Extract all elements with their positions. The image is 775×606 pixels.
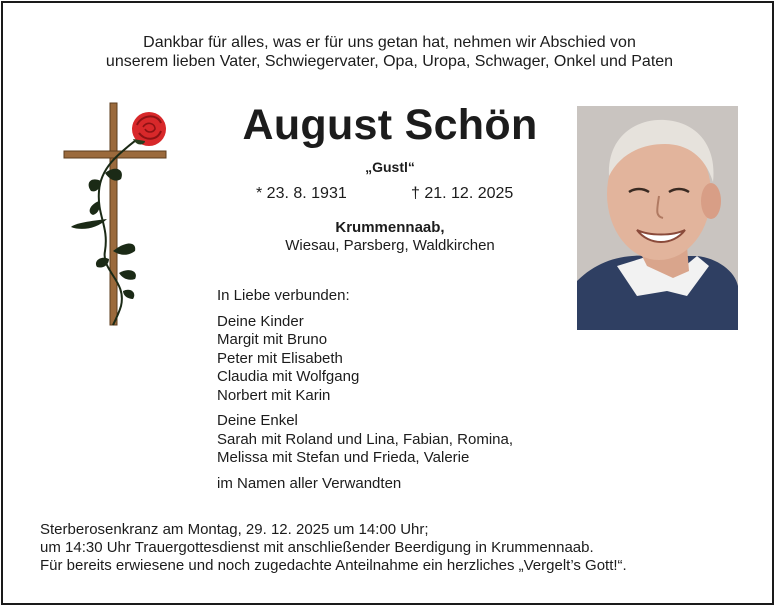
- place-main: Krummennaab,: [335, 219, 445, 236]
- obituary-notice: [1, 1, 774, 605]
- deceased-name: August Schön: [242, 101, 538, 149]
- family-list: [217, 287, 513, 493]
- list-item: Sarah mit Roland und Lina, Fabian, Romina,: [217, 430, 514, 448]
- grandchildren-label: Deine Enkel: [217, 412, 298, 429]
- intro-line-2: unserem lieben Vater, Schwiegervater, Opa, Uropa, Schwager, Onkel und Paten: [105, 53, 674, 70]
- intro-line-1: Dankbar für alles, was er für uns getan hat, nehmen wir Abschied von: [143, 34, 636, 51]
- portrait-photo: [577, 106, 738, 330]
- footer-line-3: Für bereits erwiesene und noch zugedachte Anteilnahme ein herzliches „Vergelt’s Gott!“.: [40, 557, 627, 574]
- list-item: Norbert mit Karin: [217, 386, 331, 404]
- list-item: Peter mit Elisabeth: [217, 349, 343, 367]
- children-label: Deine Kinder: [217, 312, 304, 330]
- list-item: Melissa mit Stefan und Frieda, Valerie: [217, 449, 470, 466]
- footer-line-1: Sterberosenkranz am Montag, 29. 12. 2025 um 14:00 Uhr;: [40, 521, 429, 538]
- family-heading: In Liebe verbunden:: [217, 287, 350, 304]
- places-other: Wiesau, Parsberg, Waldkirchen: [285, 237, 495, 254]
- service-info: [40, 521, 627, 575]
- death-date: † 21. 12. 2025: [411, 185, 514, 202]
- deceased-nickname: „Gustl“: [365, 159, 415, 175]
- intro-text: [3, 33, 775, 71]
- birth-date: * 23. 8. 1931: [256, 185, 347, 202]
- list-item: Margit mit Bruno: [217, 331, 328, 348]
- family-closing: im Namen aller Verwandten: [217, 474, 402, 492]
- list-item: Claudia mit Wolfgang: [217, 368, 360, 385]
- footer-line-2: um 14:30 Uhr Trauergottesdienst mit anschließender Beerdigung in Krummennaab.: [40, 539, 594, 556]
- cross-with-rose-icon: [61, 101, 173, 331]
